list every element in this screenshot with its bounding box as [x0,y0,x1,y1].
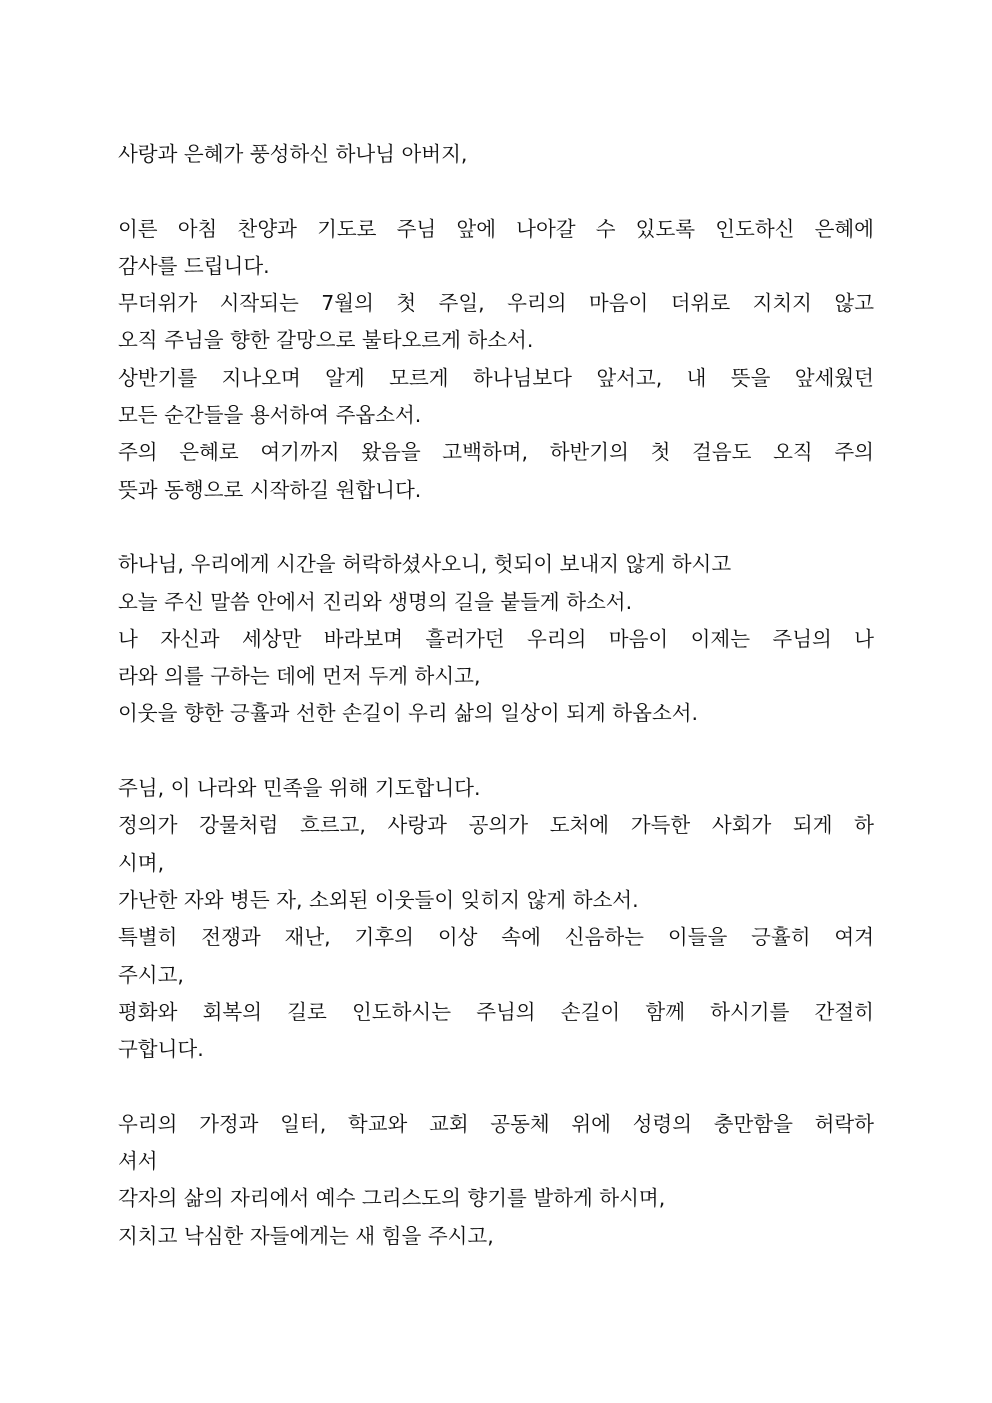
text-line: 라와 의를 구하는 데에 먼저 두게 하시고, [118,664,481,689]
text-line: 우리의 가정과 일터, 학교와 교회 공동체 위에 성령의 충만함을 허락하 [118,1111,874,1136]
text-line: 오직 주님을 향한 갈망으로 불타오르게 하소서. [118,328,534,353]
text-line: 상반기를 지나오며 알게 모르게 하나님보다 앞서고, 내 뜻을 앞세웠던 [118,365,874,390]
text-line: 이웃을 향한 긍휼과 선한 손길이 우리 삶의 일상이 되게 하옵소서. [118,701,699,726]
text-line: 시며, [118,850,165,875]
text-line: 주의 은혜로 여기까지 왔음을 고백하며, 하반기의 첫 걸음도 오직 주의 [118,440,874,465]
text-line: 하나님, 우리에게 시간을 허락하셨사오니, 헛되이 보내지 않게 하시고 [118,552,732,577]
text-line: 이른 아침 찬양과 기도로 주님 앞에 나아갈 수 있도록 인도하신 은혜에 [118,216,874,241]
text-line: 뜻과 동행으로 시작하길 원합니다. [118,477,422,502]
text-line: 가난한 자와 병든 자, 소외된 이웃들이 잊히지 않게 하소서. [118,887,639,912]
text-line: 나 자신과 세상만 바라보며 흘러가던 우리의 마음이 이제는 주님의 나 [118,626,874,651]
blank-line [118,509,874,546]
text-line: 사랑과 은혜가 풍성하신 하나님 아버지, [118,142,468,166]
text-line: 셔서 [118,1149,158,1174]
text-line: 무더위가 시작되는 7월의 첫 주일, 우리의 마음이 더위로 지치지 않고 [118,291,874,316]
text-line: 감사를 드립니다. [118,253,270,278]
text-line: 평화와 회복의 길로 인도하시는 주님의 손길이 함께 하시기를 간절히 [118,999,874,1024]
text-line: 주시고, [118,962,184,987]
text-line: 정의가 강물처럼 흐르고, 사랑과 공의가 도처에 가득한 사회가 되게 하 [118,813,874,838]
text-line: 각자의 삶의 자리에서 예수 그리스도의 향기를 발하게 하시며, [118,1186,666,1211]
text-line: 모든 순간들을 용서하여 주옵소서. [118,403,422,428]
text-line: 특별히 전쟁과 재난, 기후의 이상 속에 신음하는 이들을 긍휼히 여겨 [118,925,874,950]
text-line: 구합니다. [118,1037,204,1062]
text-line: 오늘 주신 말씀 안에서 진리와 생명의 길을 붙들게 하소서. [118,589,633,614]
blank-line [118,173,874,210]
blank-line [118,733,874,770]
text-line: 지치고 낙심한 자들에게는 새 힘을 주시고, [118,1223,494,1248]
text-line: 주님, 이 나라와 민족을 위해 기도합니다. [118,776,481,801]
prayer-text [118,136,874,1255]
blank-line [118,1068,874,1105]
